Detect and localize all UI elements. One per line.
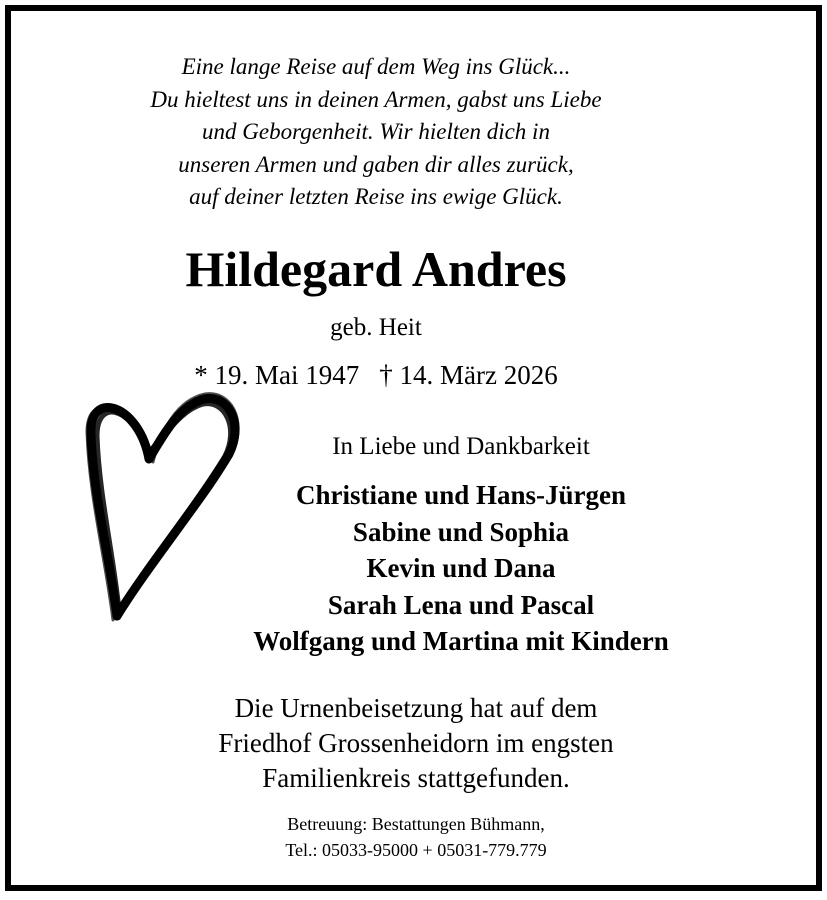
mourner: Sarah Lena und Pascal — [327, 589, 595, 620]
funeral-home-phone: Tel.: 05033-95000 + 05031-779.779 — [285, 840, 547, 860]
mourner: Sabine und Sophia — [352, 516, 570, 547]
death-date: † 14. März 2026 — [379, 360, 558, 390]
poem — [101, 51, 651, 214]
dedication: In Liebe und Dankbarkeit — [332, 433, 590, 460]
mourner: Christiane und Hans-Jürgen — [295, 480, 627, 510]
poem-line-2: Du hieltest uns in deinen Armen, gabst uns Liebe — [150, 86, 602, 112]
burial-notice — [166, 691, 666, 796]
maiden-name: geb. Heit — [330, 314, 422, 341]
birth-date: * 19. Mai 1947 — [194, 360, 360, 390]
notice-line-3: Familienkreis stattgefunden. — [262, 763, 570, 793]
funeral-home-info — [266, 811, 566, 863]
deceased-name: Hildegard Andres — [185, 241, 567, 297]
poem-line-5: auf deiner letzten Reise ins ewige Glück. — [189, 184, 563, 209]
obituary-frame — [5, 5, 822, 891]
notice-line-1: Die Urnenbeisetzung hat auf dem — [234, 693, 598, 723]
poem-line-1: Eine lange Reise auf dem Weg ins Glück... — [181, 54, 571, 79]
mourner: Kevin und Dana — [366, 553, 556, 583]
mourners-list — [211, 477, 711, 660]
poem-line-3: und Geborgenheit. Wir hielten dich in — [202, 119, 550, 144]
notice-line-2: Friedhof Grossenheidorn im engsten — [218, 728, 614, 758]
funeral-home-name: Betreuung: Bestattungen Bühmann, — [287, 814, 545, 834]
mourner: Wolfgang und Martina mit Kindern — [253, 626, 669, 656]
poem-line-4: unseren Armen und gaben dir alles zurück, — [178, 151, 574, 177]
